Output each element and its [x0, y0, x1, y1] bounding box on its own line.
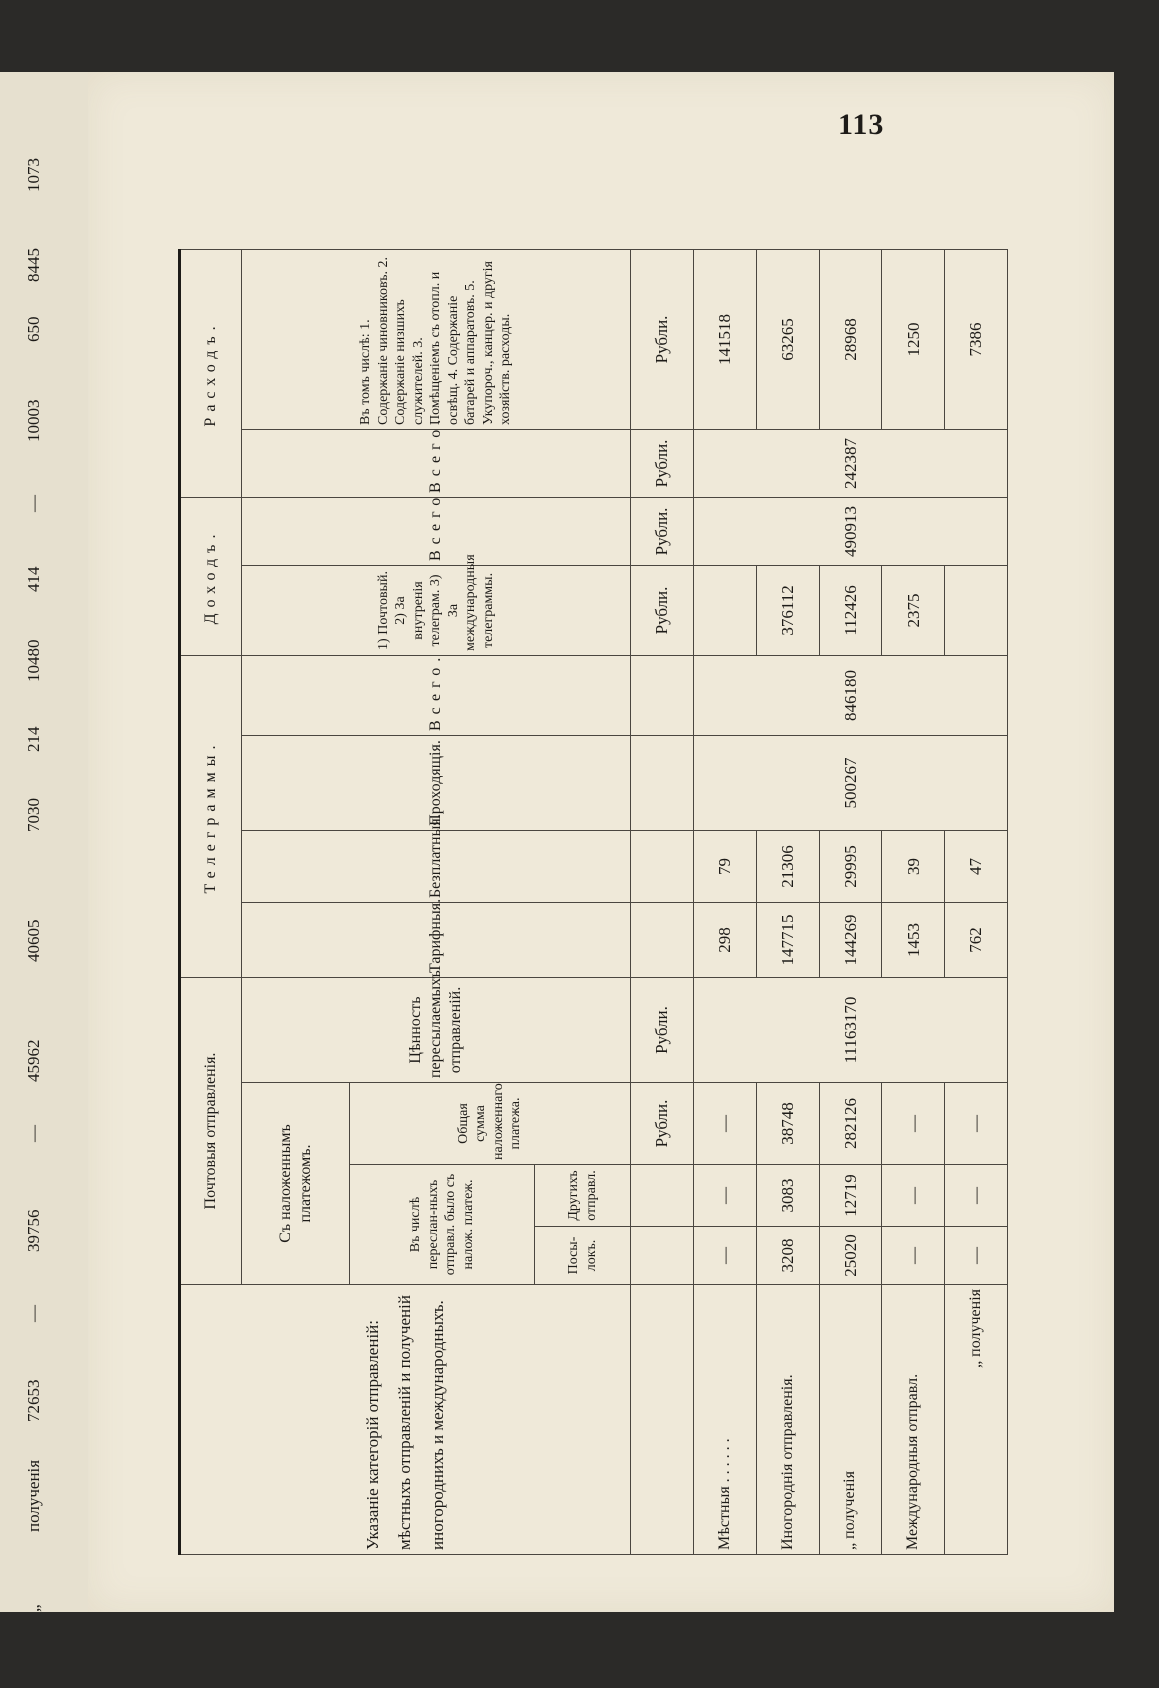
income-group-header: Доходъ. [180, 497, 242, 655]
expense-total-header: Всего. [242, 429, 631, 497]
category-header: Указаніе категорій отправленій: мѣстныхъ отправленій и полученій иногороднихъ и международныхъ. [180, 1285, 631, 1555]
free-cell: 29995 [819, 831, 882, 903]
prev-value: 39756 [24, 1209, 43, 1252]
prev-value: 10003 [24, 399, 43, 442]
tariff-cell: 762 [945, 903, 1008, 978]
prev-value: 40605 [24, 919, 43, 962]
tariff-cell: 1453 [882, 903, 945, 978]
rotated-statistics-table [178, 250, 1008, 1555]
prev-value: — [24, 495, 43, 512]
prev-value: 1073 [24, 158, 43, 192]
unit-label: Рубли. [631, 249, 694, 429]
book-page [88, 72, 1114, 1612]
income-cell: 376112 [756, 565, 819, 655]
parcels-cell: — [882, 1227, 945, 1285]
free-cell: 39 [882, 831, 945, 903]
prev-value: 650 [24, 316, 43, 342]
cod-sub-header: Въ числѣ переслан-ныхъ отправл. было съ налож. платеж. [349, 1165, 534, 1285]
income-items-header: 1) Почтовый. 2) За внутренія телеграм. 3) За международныя телеграммы. [242, 565, 631, 655]
other-items-cell: 12719 [819, 1165, 882, 1227]
prev-value: — [24, 1125, 43, 1142]
telegram-total-header: Всего. [242, 655, 631, 735]
tariff-cell: 147715 [756, 903, 819, 978]
unit-label: Рубли. [631, 978, 694, 1083]
expense-item-cell: 7386 [945, 249, 1008, 429]
page-number: 113 [838, 108, 885, 141]
income-cell [945, 565, 1008, 655]
parcels-header: Посы-локъ. [535, 1227, 631, 1285]
expense-breakdown-header: Въ томъ числѣ: 1. Содержаніе чиновниковъ. 2. Содержаніе низшихъ служителей. 3. Помѣщеніемъ съ отопл. и освѣщ. 4. Содержаніе батарей и аппаратовъ. 5. Укупороч., канцер. и другія хозяйств. расходы. [242, 249, 631, 429]
row-label: Иногороднія отправленія. [756, 1285, 819, 1555]
row-label: Мѣстныя . . . . . . [693, 1285, 756, 1555]
cod-sum-cell: 38748 [756, 1083, 819, 1165]
previous-page-column [12, 72, 56, 1612]
parcels-cell: 3208 [756, 1227, 819, 1285]
cod-sum-cell: — [945, 1083, 1008, 1165]
income-cell: 112426 [819, 565, 882, 655]
prev-value: 45962 [24, 1039, 43, 1082]
expense-item-cell: 63265 [756, 249, 819, 429]
row-label: „ полученія [945, 1285, 1008, 1555]
expense-item-cell: 1250 [882, 249, 945, 429]
unit-label: Рубли. [631, 1083, 694, 1165]
other-items-cell: 3083 [756, 1165, 819, 1227]
unit-label: Рубли. [631, 565, 694, 655]
telegram-total-cell: 846180 [693, 655, 1007, 735]
unit-label: Рубли. [631, 497, 694, 565]
prev-quote: „ [24, 1604, 43, 1612]
prev-value: 7030 [24, 798, 43, 832]
free-cell: 79 [693, 831, 756, 903]
income-cell [693, 565, 756, 655]
unit-row [631, 249, 694, 1554]
previous-page-edge [0, 72, 89, 1612]
free-cell: 47 [945, 831, 1008, 903]
prev-label: полученія [24, 1459, 43, 1532]
other-items-cell: — [693, 1165, 756, 1227]
prev-value: 214 [24, 726, 43, 752]
prev-value: 414 [24, 566, 43, 592]
declared-value-header: Цѣнность пересылаемыхъ отправленій. [242, 978, 631, 1083]
cod-sum-cell: 282126 [819, 1083, 882, 1165]
cod-sum-cell: — [882, 1083, 945, 1165]
other-items-header: Другихъ отправл. [535, 1165, 631, 1227]
cod-sum-header: Общая сумма наложеннаго платежа. [349, 1083, 630, 1165]
prev-value: 8445 [24, 248, 43, 282]
tariff-cell: 144269 [819, 903, 882, 978]
unit-label: Рубли. [631, 429, 694, 497]
prev-value: 72653 [24, 1379, 43, 1422]
postal-group-header: Почтовыя отправленія. [180, 978, 242, 1285]
row-label: „ полученія [819, 1285, 882, 1555]
expense-item-cell: 28968 [819, 249, 882, 429]
transit-cell: 500267 [693, 736, 1007, 831]
income-cell: 2375 [882, 565, 945, 655]
tariff-cell: 298 [693, 903, 756, 978]
transit-header: Проходящія. [242, 736, 631, 831]
free-cell: 21306 [756, 831, 819, 903]
statistics-table [178, 249, 1008, 1555]
parcels-cell: — [945, 1227, 1008, 1285]
row-label: Международныя отправл. [882, 1285, 945, 1555]
parcels-cell: 25020 [819, 1227, 882, 1285]
prev-value: — [24, 1305, 43, 1322]
expense-item-cell: 141518 [693, 249, 756, 429]
cod-sum-cell: — [693, 1083, 756, 1165]
table-row [693, 249, 756, 1554]
free-header: Безплатныя. [242, 831, 631, 903]
income-total-header: Всего. [242, 497, 631, 565]
declared-value-cell: 11163170 [693, 978, 1007, 1083]
other-items-cell: — [945, 1165, 1008, 1227]
parcels-cell: — [693, 1227, 756, 1285]
expense-group-header: Расходъ. [180, 249, 242, 497]
telegrams-group-header: Телеграммы. [180, 655, 242, 977]
tariff-header: Тарифныя. [242, 903, 631, 978]
cod-group-header: Съ наложеннымъ платежомъ. [242, 1083, 350, 1285]
income-total-cell: 490913 [693, 497, 1007, 565]
other-items-cell: — [882, 1165, 945, 1227]
prev-value: 10480 [24, 639, 43, 682]
expense-total-cell: 242387 [693, 429, 1007, 497]
